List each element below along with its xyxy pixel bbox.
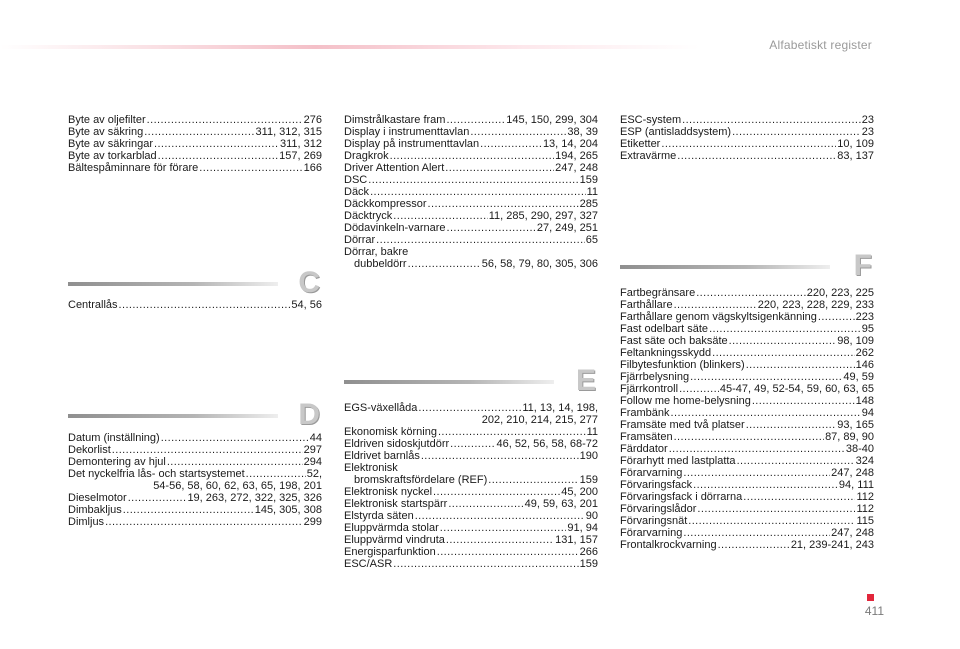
header-rule <box>0 45 700 49</box>
index-entry: Elektronisk nyckel ..... 45, 200 <box>344 486 598 498</box>
section-bar <box>68 282 278 286</box>
section-bar <box>620 265 830 269</box>
index-entry: Filbytesfunktion (blinkers) ..... 146 <box>620 359 874 371</box>
index-heading: Elektronisk <box>344 462 398 474</box>
index-entry: bromskraftsfördelare (REF) ..... 159 <box>344 474 598 486</box>
index-entry: Etiketter ..... 10, 109 <box>620 138 874 150</box>
section-e-header <box>344 364 598 400</box>
page-marker <box>867 594 874 601</box>
index-entry: Eluppvärmda stolar ..... 91, 94 <box>344 522 598 534</box>
index-entry: Dimbakljus ..... 145, 305, 308 <box>68 504 322 516</box>
index-entry: Dimstrålkastare fram ..... 145, 150, 299, 304 <box>344 114 598 126</box>
index-entry: Dieselmotor ..... 19, 263, 272, 322, 325, 326 <box>68 492 322 504</box>
index-entry: ESP (antisladdsystem) ..... 23 <box>620 126 874 138</box>
section-letter: C <box>298 266 320 299</box>
index-entry: Centrallås ..... 54, 56 <box>68 299 322 311</box>
index-entry: Byte av torkarblad ..... 157, 269 <box>68 150 322 162</box>
index-entry-continuation: 54-56, 58, 60, 62, 63, 65, 198, 201 <box>153 480 322 492</box>
index-entry: Bältespåminnare för förare ..... 166 <box>68 162 322 174</box>
index-entry: ESC/ASR ..... 159 <box>344 558 598 570</box>
page-header-title: Alfabetiskt register <box>769 38 872 52</box>
index-entry: Fjärrbelysning ..... 49, 59 <box>620 371 874 383</box>
index-entry: Förvaringsnät ..... 115 <box>620 515 874 527</box>
index-entry: Display på instrumenttavlan ..... 13, 14, 204 <box>344 138 598 150</box>
index-entry: Fast säte och baksäte ..... 98, 109 <box>620 335 874 347</box>
section-f-header <box>620 249 874 285</box>
index-entry: Datum (inställning) ..... 44 <box>68 432 322 444</box>
index-entry: Förarvarning ..... 247, 248 <box>620 527 874 539</box>
index-entry: Farthållare genom vägskyltsigenkänning ..... 223 <box>620 311 874 323</box>
index-entry: Byte av säkring ..... 311, 312, 315 <box>68 126 322 138</box>
index-entry: Förarvarning ..... 247, 248 <box>620 467 874 479</box>
index-entry: Däcktryck ..... 11, 285, 290, 297, 327 <box>344 210 598 222</box>
index-entry: Elektronisk startspärr ..... 49, 59, 63, 201 <box>344 498 598 510</box>
index-entry: EGS-växellåda ..... 11, 13, 14, 198, <box>344 402 598 414</box>
index-entry: Fast odelbart säte ..... 95 <box>620 323 874 335</box>
index-entry: Det nyckelfria lås- och startsystemet ..... 52, <box>68 468 322 480</box>
section-d-header <box>68 398 322 434</box>
entries-d-cont <box>344 114 598 270</box>
entries-e-cont <box>620 114 874 162</box>
index-entry: DSC ..... 159 <box>344 174 598 186</box>
index-entry: Energisparfunktion ..... 266 <box>344 546 598 558</box>
section-bar <box>68 414 278 418</box>
index-entry: Eluppvärmd vindruta ..... 131, 157 <box>344 534 598 546</box>
index-entry: Förarhytt med lastplatta ..... 324 <box>620 455 874 467</box>
index-entry-continuation: 202, 210, 214, 215, 277 <box>481 414 598 426</box>
entries-f <box>620 287 874 551</box>
index-entry: Däck ..... 11 <box>344 186 598 198</box>
index-entry: Ekonomisk körning ..... 11 <box>344 426 598 438</box>
index-entry: dubbeldörr ..... 56, 58, 79, 80, 305, 306 <box>344 258 598 270</box>
index-entry: Dörrar ..... 65 <box>344 234 598 246</box>
entries-c <box>68 299 322 311</box>
index-entry: Förvaringsfack ..... 94, 111 <box>620 479 874 491</box>
index-entry: Farthållare ..... 220, 223, 228, 229, 233 <box>620 299 874 311</box>
index-entry: Frontalkrockvarning ..... 21, 239-241, 243 <box>620 539 874 551</box>
entries-d <box>68 432 322 528</box>
index-entry: Framsäten ..... 87, 89, 90 <box>620 431 874 443</box>
index-entry: Dekorlist ..... 297 <box>68 444 322 456</box>
index-entry: Dimljus ..... 299 <box>68 516 322 528</box>
index-entry: Demontering av hjul ..... 294 <box>68 456 322 468</box>
index-entry: Feltankningsskydd ..... 262 <box>620 347 874 359</box>
index-entry: Eldriven sidoskjutdörr ..... 46, 52, 56, 58, 68-72 <box>344 438 598 450</box>
index-entry: Färddator ..... 38-40 <box>620 443 874 455</box>
index-entry: Elstyrda säten ..... 90 <box>344 510 598 522</box>
index-entry: Dödavinkeln-varnare ..... 27, 249, 251 <box>344 222 598 234</box>
index-entry: Frambänk ..... 94 <box>620 407 874 419</box>
index-entry: Display i instrumenttavlan ..... 38, 39 <box>344 126 598 138</box>
index-entry: Eldrivet barnlås ..... 190 <box>344 450 598 462</box>
index-entry: Driver Attention Alert ..... 247, 248 <box>344 162 598 174</box>
index-entry: Byte av säkringar ..... 311, 312 <box>68 138 322 150</box>
index-entry: Framsäte med två platser ..... 93, 165 <box>620 419 874 431</box>
index-entry: Dragkrok ..... 194, 265 <box>344 150 598 162</box>
index-entry: Byte av oljefilter ..... 276 <box>68 114 322 126</box>
entries-e <box>344 402 598 570</box>
index-entry: Förvaringslådor ..... 112 <box>620 503 874 515</box>
section-letter: F <box>853 249 872 282</box>
index-entry: Extravärme ..... 83, 137 <box>620 150 874 162</box>
index-entry: Fjärrkontroll ..... 45-47, 49, 52-54, 59, 60, 63, 65 <box>620 383 874 395</box>
index-entry: Förvaringsfack i dörrarna ..... 112 <box>620 491 874 503</box>
section-letter: D <box>298 398 320 431</box>
index-entry: Däckkompressor ..... 285 <box>344 198 598 210</box>
index-heading: Dörrar, bakre <box>344 246 409 258</box>
page-number: 411 <box>864 604 884 618</box>
section-bar <box>344 380 554 384</box>
index-entry: ESC-system ..... 23 <box>620 114 874 126</box>
index-entry: Fartbegränsare ..... 220, 223, 225 <box>620 287 874 299</box>
entries-b <box>68 114 322 174</box>
index-entry: Follow me home-belysning ..... 148 <box>620 395 874 407</box>
section-letter: E <box>575 364 596 397</box>
section-c-header <box>68 266 322 302</box>
